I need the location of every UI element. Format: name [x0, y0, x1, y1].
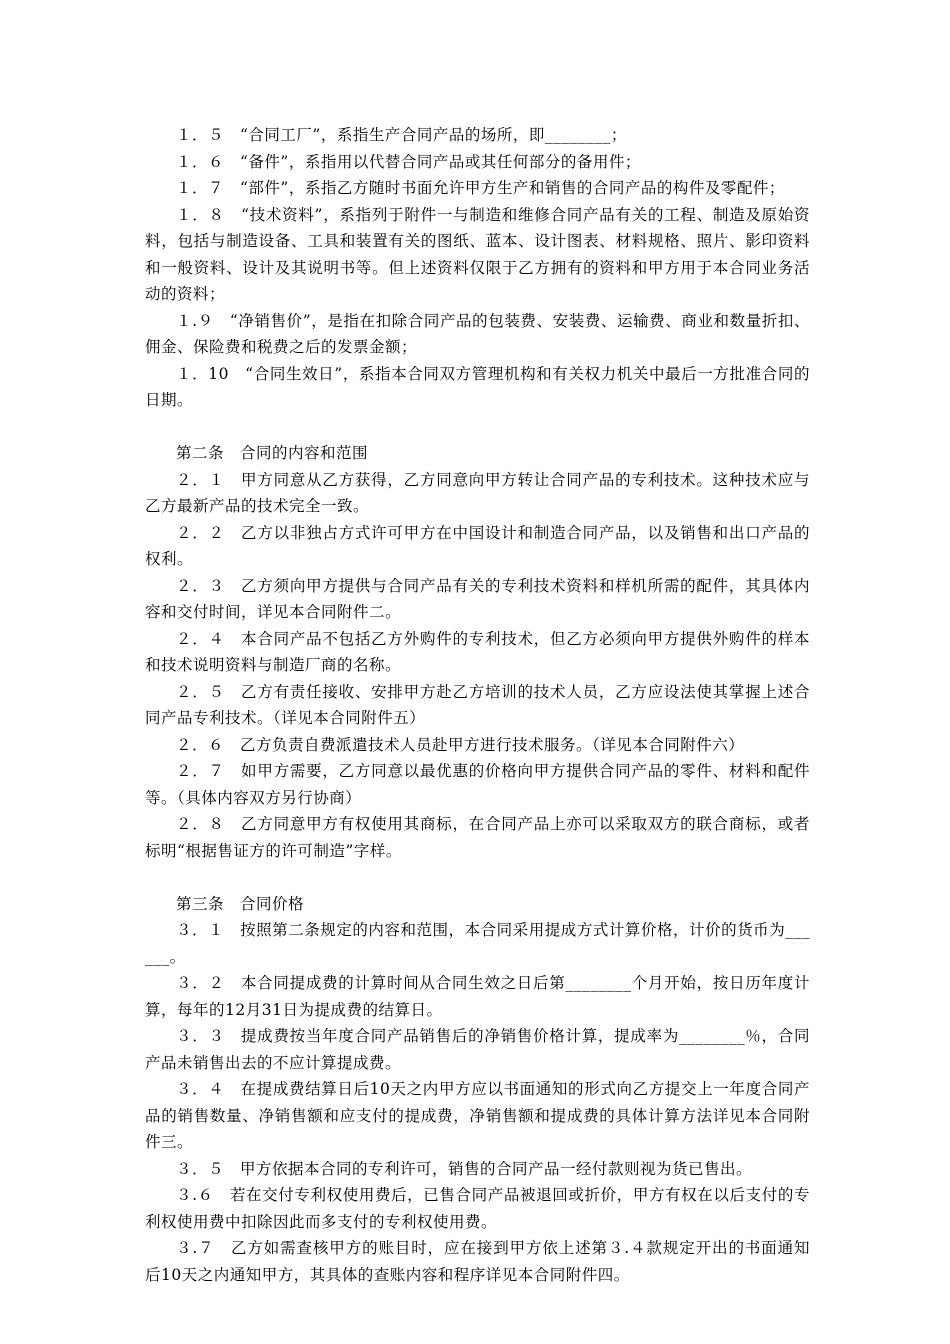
clause-1-8: １．８ “技术资料”，系指列于附件一与制造和维修合同产品有关的工程、制造及原始资料，包括与制造设备、工具和装置有关的图纸、蓝本、设计图表、材料规格、照片、影印资料和一般资料、设计及其说明书等。但上述资料仅限于乙方拥有的资料和甲方用于本合同业务活动的资料； — [145, 205, 810, 303]
article-2-content-scope — [145, 440, 810, 864]
clause-3-7: ３.７ 乙方如需查核甲方的账目时，应在接到甲方依上述第３.４款规定开出的书面通知后10天之内通知甲方，其具体的查账内容和程序详见本合同附件四。 — [145, 1239, 810, 1284]
clause-2-7: ２．７ 如甲方需要，乙方同意以最优惠的价格向甲方提供合同产品的零件、材料和配件等。（具体内容双方另行协商） — [145, 762, 810, 807]
clause-2-3: ２．３ 乙方须向甲方提供与合同产品有关的专利技术资料和样机所需的配件，其具体内容和交付时间，详见本合同附件二。 — [145, 576, 810, 621]
section-spacer — [145, 414, 810, 441]
clause-2-6: ２．６ 乙方负责自费派遣技术人员赴甲方进行技术服务。（详见本合同附件六） — [176, 735, 745, 754]
clause-3-5: ３．５ 甲方依据本合同的专利许可，销售的合同产品一经付款则视为货已售出。 — [176, 1159, 753, 1178]
article-2-heading: 第二条 合同的内容和范围 — [176, 444, 369, 462]
clause-3-4: ３．４ 在提成费结算日后10天之内甲方应以书面通知的形式向乙方提交上一年度合同产品的销售数量、净销售额和应支付的提成费，净销售额和提成费的具体计算方法详见本合同附件三。 — [145, 1080, 810, 1151]
clause-2-1: ２．１ 甲方同意从乙方获得，乙方同意向甲方转让合同产品的专利技术。这种技术应与乙方最新产品的技术完全一致。 — [145, 470, 810, 515]
clause-1-7: １．７ “部件”，系指乙方随时书面允许甲方生产和销售的合同产品的构件及零配件； — [176, 179, 785, 197]
clause-1-6: １．６ “备件”，系指用以代替合同产品或其任何部分的备用件； — [176, 152, 641, 171]
clause-1-definitions — [145, 122, 810, 414]
clause-1-5: １．５ “合同工厂”，系指生产合同产品的场所，即________； — [176, 126, 627, 144]
clause-2-2: ２．２ 乙方以非独占方式许可甲方在中国设计和制造合同产品，以及销售和出口产品的权利。 — [145, 523, 810, 568]
article-3-heading: 第三条 合同价格 — [176, 894, 305, 913]
article-3-contract-price — [145, 891, 810, 1289]
clause-2-4: ２．４ 本合同产品不包括乙方外购件的专利技术，但乙方必须向甲方提供外购件的样本和技术说明资料与制造厂商的名称。 — [145, 629, 810, 674]
clause-2-8: ２．８ 乙方同意甲方有权使用其商标，在合同产品上亦可以采取双方的联合商标，或者标明“根据售证方的许可制造”字样。 — [145, 815, 810, 860]
section-spacer — [145, 864, 810, 891]
clause-3-1: ３．１ 按照第二条规定的内容和范围，本合同采用提成方式计算价格，计价的货币为______。 — [145, 921, 810, 966]
clause-3-3: ３．３ 提成费按当年度合同产品销售后的净销售价格计算，提成率为________％，合同产品未销售出去的不应计算提成费。 — [145, 1027, 810, 1072]
clause-3-2: ３．２ 本合同提成费的计算时间从合同生效之日后第________个月开始，按日历年度计算，每年的12月31日为提成费的结算日。 — [145, 974, 810, 1019]
clause-1-10: １．10 “合同生效日”，系指本合同双方管理机构和有关权力机关中最后一方批准合同的日期。 — [145, 364, 810, 409]
clause-3-6: ３.６ 若在交付专利权使用费后，已售合同产品被退回或折价，甲方有权在以后支付的专利权使用费中扣除因此而多支付的专利权使用费。 — [145, 1186, 810, 1231]
contract-page — [145, 122, 810, 1288]
clause-2-5: ２．５ 乙方有责任接收、安排甲方赴乙方培训的技术人员，乙方应设法使其掌握上述合同产品专利技术。（详见本合同附件五） — [145, 682, 810, 727]
clause-1-9: １.９ “净销售价”，是指在扣除合同产品的包装费、安装费、运输费、商业和数量折扣、佣金、保险费和税费之后的发票金额； — [145, 311, 810, 356]
